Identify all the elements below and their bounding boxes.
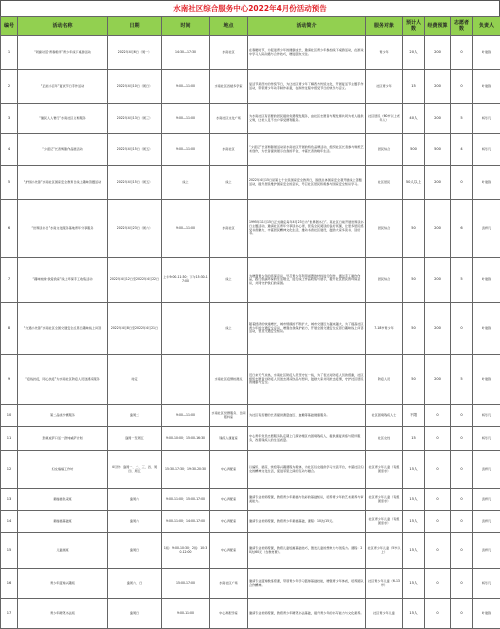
- cell-name: 青少年硬笔书法班: [18, 599, 108, 629]
- cell-date: 2022年4月12日至2022年4月22日: [108, 258, 162, 303]
- cell-count: 15人: [403, 599, 425, 629]
- table-row: [1, 511, 500, 533]
- header-name: 活动名称: [18, 17, 108, 36]
- cell-name: “交通小先锋”水南社区全国交通安全反思日趣味线上问答: [18, 303, 108, 355]
- cell-budget: 0: [425, 599, 451, 629]
- cell-place: 水南社区: [210, 134, 248, 166]
- cell-volunteers: 5: [451, 258, 473, 303]
- cell-no: 10: [1, 405, 18, 427]
- cell-owner: 叶建锋: [473, 355, 500, 405]
- table-row: [1, 405, 500, 427]
- cell-name: “世界读书日”水南文化服务基地青年分享服务: [18, 200, 108, 258]
- cell-count: 50人以上: [403, 166, 425, 200]
- cell-no: 2: [1, 70, 18, 104]
- cell-owner: 叶建锋: [473, 36, 500, 70]
- cell-budget: 200: [425, 70, 451, 104]
- cell-date: 2022年4月6日（周一）: [108, 36, 162, 70]
- header-date: 日期: [108, 17, 162, 36]
- cell-no: 17: [1, 599, 18, 629]
- cell-budget: 200: [425, 104, 451, 134]
- cell-place: 线上: [210, 303, 248, 355]
- table-row: [1, 569, 500, 599]
- cell-name: 第二品质沙赛服务: [18, 405, 108, 427]
- cell-time: 1班：9:00-10:30；2班：10:30-12:00: [162, 533, 210, 569]
- cell-volunteers: 0: [451, 36, 473, 70]
- cell-time: 9:00—11:00: [162, 405, 210, 427]
- cell-date: 2022年4月10日（周日）: [108, 70, 162, 104]
- cell-count: 15人: [403, 569, 425, 599]
- cell-owner: 袁梓凡: [473, 511, 500, 533]
- cell-target: 社区居民: [366, 166, 403, 200]
- cell-budget: 200: [425, 355, 451, 405]
- cell-date: 逢周六、日: [108, 569, 162, 599]
- cell-no: 7: [1, 258, 18, 303]
- cell-date: 2022年4月8日至2022年4月21日: [108, 303, 162, 355]
- cell-place: 中心再配室: [210, 489, 248, 511]
- cell-volunteers: 0: [451, 489, 473, 511]
- cell-intro: 在春暖时节，为促进青少年的健康成长，邀请社区青少年参加线下桌游活动，在游戏中学习人际沟通与合作技巧，增进朋友交往。: [248, 36, 366, 70]
- table-row: [1, 258, 500, 303]
- cell-owner: 杨乐凡: [473, 134, 500, 166]
- cell-owner: 袁梓凡: [473, 489, 500, 511]
- cell-name: “邀民人人奢行”水南社区义剪服务: [18, 104, 108, 134]
- cell-target: 防疫人员: [366, 355, 403, 405]
- cell-name: 素描描色采班: [18, 489, 108, 511]
- cell-count: 50: [403, 303, 425, 355]
- cell-volunteers: 4: [451, 134, 473, 166]
- cell-volunteers: 0: [451, 303, 473, 355]
- cell-no: 14: [1, 511, 18, 533]
- cell-owner: 叶建锋: [473, 258, 500, 303]
- cell-intro: 为社区有需要的长者提供测量血压、血糖等基础健康服务。: [248, 405, 366, 427]
- cell-owner: 杨乐凡: [473, 427, 500, 451]
- cell-volunteers: 0: [451, 569, 473, 599]
- cell-no: 16: [1, 569, 18, 599]
- cell-target: 社区青少年儿童（有组团需求）: [366, 489, 403, 511]
- cell-place: 水南社区四楼多学室: [210, 70, 248, 104]
- cell-place: 中心再配学室: [210, 599, 248, 629]
- cell-volunteers: 0: [451, 427, 473, 451]
- header-target: 服务对象: [366, 17, 403, 36]
- cell-no: 5: [1, 166, 18, 200]
- cell-volunteers: 0: [451, 166, 473, 200]
- cell-count: 15人: [403, 511, 425, 533]
- cell-volunteers: 0: [451, 511, 473, 533]
- table-row: [1, 533, 500, 569]
- cell-volunteers: 0: [451, 405, 473, 427]
- cell-budget: 200: [425, 303, 451, 355]
- cell-volunteers: 6: [451, 200, 473, 258]
- cell-budget: 0: [425, 489, 451, 511]
- cell-volunteers: 5: [451, 104, 473, 134]
- cell-target: 社区青少年: [366, 70, 403, 104]
- cell-no: 11: [1, 427, 18, 451]
- cell-no: 6: [1, 200, 18, 258]
- cell-date: 2022年4月13日（周三）: [108, 104, 162, 134]
- table-row: [1, 36, 500, 70]
- cell-budget: 0: [425, 511, 451, 533]
- table-row: [1, 599, 500, 629]
- cell-time: 15:00-17:00: [162, 569, 210, 599]
- cell-count: 15: [403, 70, 425, 104]
- cell-date: 逢周六: [108, 489, 162, 511]
- activity-table: [0, 16, 500, 629]
- cell-target: 社区女性: [366, 427, 403, 451]
- cell-name: “正能小百年”复试节日手作活动: [18, 70, 108, 104]
- cell-date: 4月份：逢周一、二、三、四、周四、周五: [108, 451, 162, 489]
- cell-owner: 袁梓凡: [473, 533, 500, 569]
- header-owner: 负责人: [473, 17, 500, 36]
- cell-owner: 叶建锋: [473, 599, 500, 629]
- cell-place: 残疾人康复室: [210, 427, 248, 451]
- cell-intro: 2022年4月15日是第七个全民国家安全教育日，围绕总体国家安全观开展线上答题活动，提升居民维护国家安全的意识，号召社区居民积极参与国家安全知识学习。: [248, 166, 366, 200]
- cell-place: 水南社区党群服务、日间照料室: [210, 405, 248, 427]
- table-row: [1, 70, 500, 104]
- cell-count: 15人: [403, 489, 425, 511]
- cell-name: 妇女端端工作坊: [18, 451, 108, 489]
- cell-budget: 0: [425, 427, 451, 451]
- cell-count: 500: [403, 134, 425, 166]
- cell-name: “疫线抗疫，同心抗疫”为水南社区防疫人员送清凉服务: [18, 355, 108, 405]
- table-row: [1, 303, 500, 355]
- header-time: 时间: [162, 17, 210, 36]
- cell-no: 9: [1, 355, 18, 405]
- cell-budget: 500: [425, 134, 451, 166]
- cell-no: 8: [1, 303, 18, 355]
- cell-no: 13: [1, 489, 18, 511]
- cell-time: 14:30—17:30: [162, 36, 210, 70]
- cell-no: 1: [1, 36, 18, 70]
- cell-budget: 0: [425, 569, 451, 599]
- cell-name: “趣味地球·我爱我家”线上环保手工收集活动: [18, 258, 108, 303]
- header-no: 编号: [1, 17, 18, 36]
- cell-owner: 杨乐凡: [473, 405, 500, 427]
- cell-time: [162, 303, 210, 355]
- cell-name: 青少年篮球兴趣班: [18, 569, 108, 599]
- cell-intro: 邀请专业老师授课，教授青少年硬笔书法基础，提升青少年的书写能力与文化素养。: [248, 599, 366, 629]
- cell-time: 9:00-11:00；15:00-17:00: [162, 489, 210, 511]
- cell-owner: 叶建锋: [473, 70, 500, 104]
- table-row: [1, 104, 500, 134]
- cell-target: 社区青少年儿童（有组团需求）: [366, 511, 403, 533]
- cell-date: 逢周六: [108, 511, 162, 533]
- cell-owner: 袁梓凡: [473, 451, 500, 489]
- cell-place: 线上: [210, 166, 248, 200]
- cell-owner: 袁梓凡: [473, 200, 500, 258]
- cell-budget: 0: [425, 405, 451, 427]
- cell-name: “护国小先锋”水南社区国家安全教育日线上趣味答题活动: [18, 166, 108, 200]
- cell-time: 上午9:00-11:30；下午15:30-17:00: [162, 258, 210, 303]
- cell-name: 素描描基础班: [18, 511, 108, 533]
- cell-place: 线上: [210, 258, 248, 303]
- cell-budget: 200: [425, 36, 451, 70]
- cell-place: 中心再配室: [210, 511, 248, 533]
- cell-target: 居民综合: [366, 258, 403, 303]
- table-body: [1, 36, 500, 629]
- cell-budget: 200: [425, 166, 451, 200]
- cell-intro: 中心青年党员志愿服务队定期上门探访辖区内困境残疾人，提供康复训练与陪伴服务，改善残疾人的生活质量。: [248, 427, 366, 451]
- cell-intro: 近日来天气炎热，水南社区防疫人员坚守在一线，为了表达对防疫人员的感谢，社区组织志愿者为防疫人员送去清凉饮品与慰问，鼓励大家共同抗击疫情，守护社区居民的健康与安全。: [248, 355, 366, 405]
- table-row: [1, 200, 500, 258]
- cell-count: 50: [403, 355, 425, 405]
- table-row: [1, 166, 500, 200]
- cell-intro: 为增强青少年的环保意识，号召青少年利用闲置的材料进行创作，通过手工制作作品，践行低碳环保的生活理念，进行线上作品收集与展示，提升社区居民的环保意识，共同守护我们的家园。: [248, 258, 366, 303]
- cell-count: 20人: [403, 36, 425, 70]
- cell-target: 社区青少年儿童（5岁以上）: [366, 533, 403, 569]
- cell-target: 社区青少年儿童（6-13岁）: [366, 569, 403, 599]
- cell-date: 待定: [108, 355, 162, 405]
- cell-intro: 为水南社区有需要的居民提供免费理发服务，由社区志愿者与理发师共同为老人提供义剪，让老人足不出户享受便利服务。: [248, 104, 366, 134]
- header-volunteers: 志愿者数: [451, 17, 473, 36]
- cell-place: 水南社区: [210, 36, 248, 70]
- cell-time: 9:00—11:00: [162, 200, 210, 258]
- table-row: [1, 134, 500, 166]
- header-count: 预计人数: [403, 17, 425, 36]
- table-row: [1, 489, 500, 511]
- cell-intro: 1995年11月15日正式确定每年4月23日为“世界图书日”。某社区日前开展世界读书日主题活动，邀请社区青年分享读书心得，营造全民阅读的良好氛围，让更多居民感受书香魅力，丰富居民精神文化生活，推动书香社区建设，鼓励大家多读书、读好书。: [248, 200, 366, 258]
- cell-volunteers: 0: [451, 451, 473, 489]
- cell-count: 50: [403, 200, 425, 258]
- header-place: 地点: [210, 17, 248, 36]
- table-row: [1, 427, 500, 451]
- cell-target: 社区困境残疾人士: [366, 405, 403, 427]
- cell-target: 居民综合: [366, 134, 403, 166]
- cell-place: 水南社区文化广场: [210, 104, 248, 134]
- cell-intro: 随着经济的快速增长，城市规模的不断扩大，城市交通压力越来越大，为了提高社区青少年的交通安全意识，增强自我保护能力，开展全国交通安全反思日趣味线上问答活动，普及交通安全知识。: [248, 303, 366, 355]
- cell-date: 2022年4月15日（周五）: [108, 134, 162, 166]
- cell-intro: 邀请专业老师授课，教授儿童绘画基础技巧，激发儿童的想象力与创造力。课程：20次/60元（含教材费）。: [248, 533, 366, 569]
- cell-time: 线上: [162, 166, 210, 200]
- cell-place: 水南社区疫情检测点: [210, 355, 248, 405]
- cell-place: 中心再配室: [210, 533, 248, 569]
- cell-place: 水南社区: [210, 200, 248, 258]
- cell-place: 水南社区广场: [210, 569, 248, 599]
- cell-count: 不限: [403, 405, 425, 427]
- page-title: 水南社区综合服务中心2022年4月份活动预告: [0, 0, 500, 16]
- cell-intro: 以编织、插花、烘焙等兴趣课程为载体，为社区妇女提供学习交流平台，丰富社区妇女的精神文化生活，促进邻里之间的互动与融合。: [248, 451, 366, 489]
- cell-date: 逢周一至周五: [108, 427, 162, 451]
- cell-owner: 叶建锋: [473, 166, 500, 200]
- cell-no: 12: [1, 451, 18, 489]
- cell-time: 9:00-11:00: [162, 599, 210, 629]
- cell-count: 15: [403, 427, 425, 451]
- cell-target: 社区居民（60岁以上老年人）: [366, 104, 403, 134]
- cell-budget: 0: [425, 451, 451, 489]
- cell-place: 中心再配室: [210, 451, 248, 489]
- cell-date: 逢周二: [108, 405, 162, 427]
- cell-date: 2022年4月23日（周六）: [108, 200, 162, 258]
- cell-target: 社区青少年儿童: [366, 599, 403, 629]
- cell-count: 40人: [403, 104, 425, 134]
- cell-intro: 复活节是西方的传统节日，为让社区青少年了解西方传统文化，开展复活节主题手作活动，带领青少年动手制作彩蛋，在制作过程中感受节日的快乐与意义。: [248, 70, 366, 104]
- cell-intro: “少诺记”长者剪影展活动是水南社区开展的特色品牌活动，组织社区长者参与剪纸艺术创作，为长者提供展示自我的平台，丰富长者的晚年生活。: [248, 134, 366, 166]
- header-budget: 经费预算: [425, 17, 451, 36]
- cell-time: 9:00—11:00: [162, 104, 210, 134]
- cell-name: “同谢对话·青春相伴”青少年线下桌游活动: [18, 36, 108, 70]
- cell-volunteers: 0: [451, 599, 473, 629]
- cell-volunteers: 0: [451, 70, 473, 104]
- cell-time: 9:00—11:00: [162, 134, 210, 166]
- cell-date: 逢周日: [108, 599, 162, 629]
- cell-name: “少诺记”长者剪影作品展活动: [18, 134, 108, 166]
- cell-intro: 邀请专业老师授课，教授青少年素描基础，课程：10次/15元。: [248, 511, 366, 533]
- cell-budget: 0: [425, 533, 451, 569]
- cell-time: 9:00—11:00: [162, 70, 210, 104]
- cell-target: 7-18岁青少年: [366, 303, 403, 355]
- cell-count: 15人: [403, 533, 425, 569]
- cell-owner: 叶建锋: [473, 303, 500, 355]
- cell-name: 劲爽成萨口活一劲纯威萨计划: [18, 427, 108, 451]
- table-row: [1, 355, 500, 405]
- cell-volunteers: 0: [451, 533, 473, 569]
- cell-owner: 杨乐凡: [473, 104, 500, 134]
- cell-target: 居民综合: [366, 200, 403, 258]
- cell-no: 3: [1, 104, 18, 134]
- cell-target: 青少年: [366, 36, 403, 70]
- header-intro: 活动简介: [248, 17, 366, 36]
- cell-budget: 200: [425, 200, 451, 258]
- header-row: [1, 17, 500, 36]
- cell-budget: 200: [425, 258, 451, 303]
- cell-time: 9:00-11:00；14:00-17:00: [162, 511, 210, 533]
- cell-time: 15:30-17:30；19:30-20:30: [162, 451, 210, 489]
- cell-date: 逢周日: [108, 533, 162, 569]
- cell-target: 社区青少年儿童（有组团需求）: [366, 451, 403, 489]
- cell-owner: 杨乐凡: [473, 569, 500, 599]
- cell-volunteers: 5: [451, 355, 473, 405]
- cell-name: 儿童画班: [18, 533, 108, 569]
- cell-date: 2022年4月15日（周五）: [108, 166, 162, 200]
- cell-intro: 邀请专业篮球教练授课，带领青少年学习篮球基础技能，增强青少年体质，培养团队合作精神。: [248, 569, 366, 599]
- cell-intro: 邀请专业老师授课，教授青少年素描与色彩的基础知识，培养青少年的艺术素养与审美能力。: [248, 489, 366, 511]
- table-row: [1, 451, 500, 489]
- cell-no: 4: [1, 134, 18, 166]
- cell-no: 15: [1, 533, 18, 569]
- cell-time: [162, 355, 210, 405]
- cell-count: 15人: [403, 451, 425, 489]
- cell-count: 50: [403, 258, 425, 303]
- cell-time: 9:00-10:00；15:00-16:30: [162, 427, 210, 451]
